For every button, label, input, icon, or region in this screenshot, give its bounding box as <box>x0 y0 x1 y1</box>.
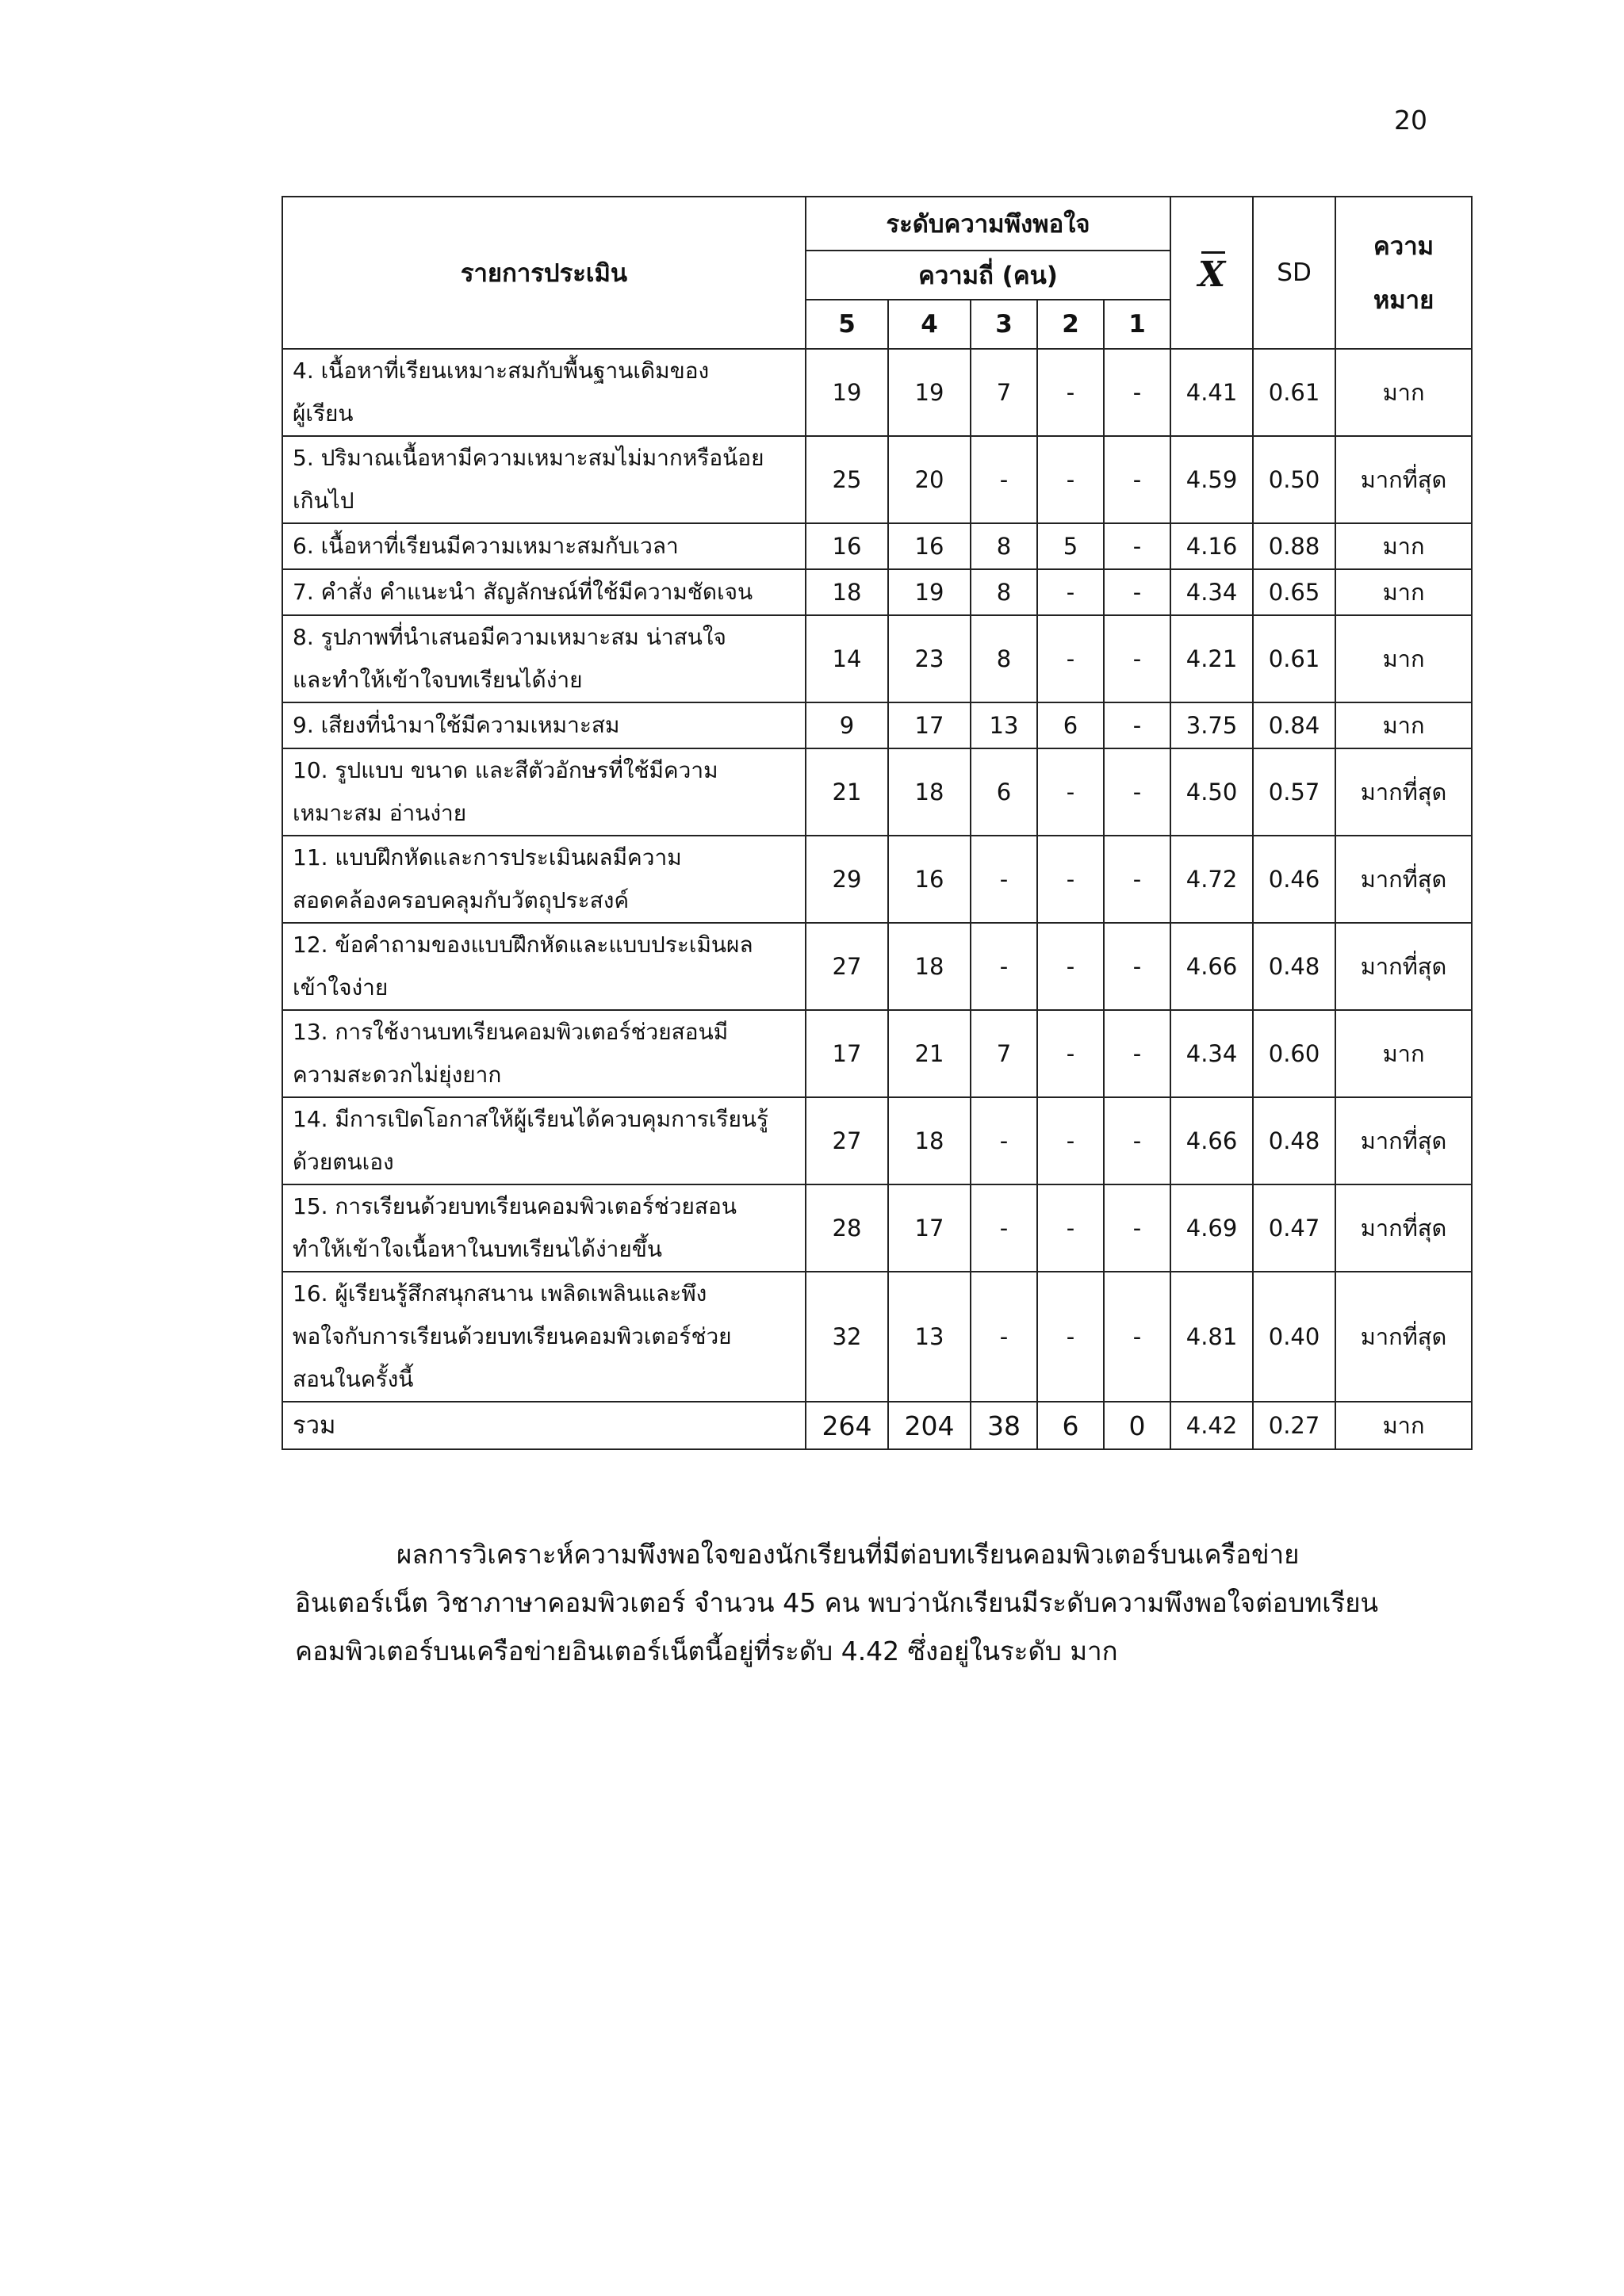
row-count: 17 <box>888 1184 971 1272</box>
row-item-line: 9. เสียงที่นำมาใช้มีความเหมาะสม <box>293 712 620 738</box>
row-sd: 0.50 <box>1253 436 1335 523</box>
total-count: 0 <box>1104 1402 1170 1449</box>
row-meaning: มากที่สุด <box>1335 1272 1472 1402</box>
row-item-line: 7. คำสั่ง คำแนะนำ สัญลักษณ์ที่ใช้มีความชัดเจน <box>293 579 753 605</box>
row-sd: 0.61 <box>1253 349 1335 436</box>
total-count: 204 <box>888 1402 971 1449</box>
row-sd: 0.46 <box>1253 836 1335 923</box>
row-sd: 0.65 <box>1253 569 1335 615</box>
row-count: - <box>1104 436 1170 523</box>
row-count: 18 <box>888 748 971 836</box>
header-level: 2 <box>1037 300 1104 349</box>
header-level: 4 <box>888 300 971 349</box>
row-count: 16 <box>806 523 888 569</box>
row-mean: 4.59 <box>1170 436 1253 523</box>
row-mean: 4.41 <box>1170 349 1253 436</box>
total-meaning: มาก <box>1335 1402 1472 1449</box>
row-count: 8 <box>971 569 1037 615</box>
row-count: 9 <box>806 702 888 748</box>
row-count: 29 <box>806 836 888 923</box>
row-meaning: มาก <box>1335 523 1472 569</box>
row-count: - <box>971 436 1037 523</box>
row-count: 19 <box>888 569 971 615</box>
header-item: รายการประเมิน <box>282 197 806 349</box>
row-item-line: เข้าใจง่าย <box>293 974 389 1001</box>
table-row <box>282 748 1472 836</box>
row-count: - <box>1104 923 1170 1010</box>
row-count: - <box>971 1272 1037 1402</box>
row-count: 21 <box>888 1010 971 1097</box>
row-item-line: ความสะดวกไม่ยุ่งยาก <box>293 1062 502 1088</box>
row-mean: 4.69 <box>1170 1184 1253 1272</box>
table-row <box>282 923 1472 1010</box>
row-item <box>282 1272 806 1402</box>
total-count: 264 <box>806 1402 888 1449</box>
row-item <box>282 1184 806 1272</box>
header-level: 1 <box>1104 300 1170 349</box>
total-count: 38 <box>971 1402 1037 1449</box>
row-sd: 0.88 <box>1253 523 1335 569</box>
table-row <box>282 1272 1472 1402</box>
row-item-line: พอใจกับการเรียนด้วยบทเรียนคอมพิวเตอร์ช่วย <box>293 1323 732 1349</box>
row-count: - <box>1037 349 1104 436</box>
header-meaning-line1: ความ <box>1373 232 1434 261</box>
row-count: 14 <box>806 615 888 702</box>
row-mean: 4.21 <box>1170 615 1253 702</box>
row-meaning: มาก <box>1335 702 1472 748</box>
row-count: 27 <box>806 1097 888 1184</box>
table-row <box>282 1184 1472 1272</box>
mean-symbol: X <box>1198 251 1225 295</box>
row-count: 19 <box>806 349 888 436</box>
paragraph-line: คอมพิวเตอร์บนเครือข่ายอินเตอร์เน็ตนี้อยู่ที่ระดับ 4.42 ซึ่งอยู่ในระดับ มาก <box>295 1636 1118 1667</box>
row-count: - <box>971 1184 1037 1272</box>
row-count: 13 <box>971 702 1037 748</box>
row-sd: 0.60 <box>1253 1010 1335 1097</box>
row-count: - <box>1037 569 1104 615</box>
row-count: 16 <box>888 836 971 923</box>
table-row <box>282 615 1472 702</box>
row-meaning: มากที่สุด <box>1335 923 1472 1010</box>
row-count: - <box>1104 1010 1170 1097</box>
row-sd: 0.84 <box>1253 702 1335 748</box>
row-item-line: 11. แบบฝึกหัดและการประเมินผลมีความ <box>293 844 682 871</box>
row-count: - <box>971 836 1037 923</box>
row-count: 8 <box>971 523 1037 569</box>
row-item-line: 4. เนื้อหาที่เรียนเหมาะสมกับพื้นฐานเดิมของ <box>293 358 710 384</box>
row-item <box>282 349 806 436</box>
row-meaning: มากที่สุด <box>1335 836 1472 923</box>
row-meaning: มากที่สุด <box>1335 436 1472 523</box>
table-row <box>282 349 1472 436</box>
row-count: 18 <box>888 1097 971 1184</box>
row-item-line: สอนในครั้งนี้ <box>293 1366 414 1392</box>
row-count: - <box>1037 748 1104 836</box>
row-count: 18 <box>806 569 888 615</box>
page-number: 20 <box>1394 105 1427 136</box>
table-row <box>282 702 1472 748</box>
row-count: 8 <box>971 615 1037 702</box>
row-count: - <box>1104 702 1170 748</box>
row-count: 7 <box>971 349 1037 436</box>
paragraph-line: ผลการวิเคราะห์ความพึงพอใจของนักเรียนที่มีต่อบทเรียนคอมพิวเตอร์บนเครือข่าย <box>396 1539 1300 1570</box>
row-item-line: 14. มีการเปิดโอกาสให้ผู้เรียนได้ควบคุมการเรียนรู้ <box>293 1106 769 1132</box>
row-item <box>282 923 806 1010</box>
header-meaning <box>1335 197 1472 349</box>
row-item-line: สอดคล้องครอบคลุมกับวัตถุประสงค์ <box>293 887 630 913</box>
table-row <box>282 1010 1472 1097</box>
row-count: 32 <box>806 1272 888 1402</box>
row-item <box>282 569 806 615</box>
row-item-line: 15. การเรียนด้วยบทเรียนคอมพิวเตอร์ช่วยสอน <box>293 1193 737 1219</box>
row-item-line: 6. เนื้อหาที่เรียนมีความเหมาะสมกับเวลา <box>293 533 679 559</box>
row-count: 6 <box>971 748 1037 836</box>
row-item-line: และทำให้เข้าใจบทเรียนได้ง่าย <box>293 667 583 693</box>
row-mean: 3.75 <box>1170 702 1253 748</box>
paragraph-line: อินเตอร์เน็ต วิชาภาษาคอมพิวเตอร์ จำนวน 45 คน พบว่านักเรียนมีระดับความพึงพอใจต่อบทเรียน <box>295 1587 1379 1618</box>
header-sd: SD <box>1253 197 1335 349</box>
row-count: - <box>1037 436 1104 523</box>
row-meaning: มากที่สุด <box>1335 1184 1472 1272</box>
row-count: - <box>971 1097 1037 1184</box>
row-item-line: 5. ปริมาณเนื้อหามีความเหมาะสมไม่มากหรือน้อย <box>293 445 764 471</box>
row-count: 13 <box>888 1272 971 1402</box>
row-item <box>282 748 806 836</box>
table-row <box>282 523 1472 569</box>
header-level: 3 <box>971 300 1037 349</box>
row-count: 28 <box>806 1184 888 1272</box>
header-meaning-line2: หมาย <box>1373 286 1434 315</box>
row-count: 18 <box>888 923 971 1010</box>
row-count: - <box>1104 569 1170 615</box>
row-mean: 4.34 <box>1170 569 1253 615</box>
table-body <box>282 349 1472 1449</box>
row-count: 7 <box>971 1010 1037 1097</box>
table-row <box>282 436 1472 523</box>
row-count: 17 <box>806 1010 888 1097</box>
row-count: - <box>1037 923 1104 1010</box>
row-item-line: เหมาะสม อ่านง่าย <box>293 800 467 826</box>
table-row <box>282 1097 1472 1184</box>
row-item-line: ทำให้เข้าใจเนื้อหาในบทเรียนได้ง่ายขึ้น <box>293 1236 663 1262</box>
row-item-line: 16. ผู้เรียนรู้สึกสนุกสนาน เพลิดเพลินและพึง <box>293 1280 707 1307</box>
row-mean: 4.16 <box>1170 523 1253 569</box>
total-sd: 0.27 <box>1253 1402 1335 1449</box>
row-sd: 0.61 <box>1253 615 1335 702</box>
table-header <box>282 197 1472 349</box>
row-item-line: 10. รูปแบบ ขนาด และสีตัวอักษรที่ใช้มีความ <box>293 757 718 783</box>
total-mean: 4.42 <box>1170 1402 1253 1449</box>
row-count: - <box>971 923 1037 1010</box>
row-count: 20 <box>888 436 971 523</box>
table-row <box>282 836 1472 923</box>
summary-paragraph <box>295 1530 1443 1675</box>
row-meaning: มาก <box>1335 1010 1472 1097</box>
header-frequency: ความถี่ (คน) <box>806 251 1170 300</box>
row-count: - <box>1037 1184 1104 1272</box>
row-count: 5 <box>1037 523 1104 569</box>
row-count: 25 <box>806 436 888 523</box>
row-item <box>282 836 806 923</box>
row-count: 23 <box>888 615 971 702</box>
row-mean: 4.50 <box>1170 748 1253 836</box>
row-meaning: มากที่สุด <box>1335 748 1472 836</box>
header-level: 5 <box>806 300 888 349</box>
row-count: - <box>1037 1010 1104 1097</box>
row-sd: 0.47 <box>1253 1184 1335 1272</box>
row-item-line: 8. รูปภาพที่นำเสนอมีความเหมาะสม น่าสนใจ <box>293 624 726 650</box>
row-item <box>282 615 806 702</box>
header-mean <box>1170 197 1253 349</box>
row-count: 27 <box>806 923 888 1010</box>
row-meaning: มาก <box>1335 569 1472 615</box>
row-mean: 4.66 <box>1170 923 1253 1010</box>
row-count: 21 <box>806 748 888 836</box>
row-mean: 4.81 <box>1170 1272 1253 1402</box>
row-count: - <box>1037 836 1104 923</box>
row-count: - <box>1104 748 1170 836</box>
row-meaning: มาก <box>1335 615 1472 702</box>
row-item <box>282 1097 806 1184</box>
header-satisfaction-level: ระดับความพึงพอใจ <box>806 197 1170 251</box>
row-sd: 0.57 <box>1253 748 1335 836</box>
row-count: - <box>1104 523 1170 569</box>
satisfaction-table <box>282 196 1473 1450</box>
row-count: - <box>1104 349 1170 436</box>
row-item <box>282 1010 806 1097</box>
row-mean: 4.66 <box>1170 1097 1253 1184</box>
row-item <box>282 523 806 569</box>
row-item-line: ด้วยตนเอง <box>293 1149 394 1175</box>
total-row <box>282 1402 1472 1449</box>
row-count: - <box>1104 836 1170 923</box>
row-item <box>282 436 806 523</box>
row-sd: 0.48 <box>1253 1097 1335 1184</box>
total-label: รวม <box>282 1402 806 1449</box>
row-item-line: 13. การใช้งานบทเรียนคอมพิวเตอร์ช่วยสอนมี <box>293 1019 729 1045</box>
row-count: - <box>1104 615 1170 702</box>
row-meaning: มากที่สุด <box>1335 1097 1472 1184</box>
row-item-line: 12. ข้อคำถามของแบบฝึกหัดและแบบประเมินผล <box>293 932 753 958</box>
row-sd: 0.48 <box>1253 923 1335 1010</box>
row-item-line: ผู้เรียน <box>293 400 354 427</box>
row-count: - <box>1104 1272 1170 1402</box>
row-item-line: เกินไป <box>293 488 354 514</box>
row-item <box>282 702 806 748</box>
total-count: 6 <box>1037 1402 1104 1449</box>
row-count: 6 <box>1037 702 1104 748</box>
row-sd: 0.40 <box>1253 1272 1335 1402</box>
row-count: - <box>1104 1184 1170 1272</box>
row-mean: 4.34 <box>1170 1010 1253 1097</box>
row-meaning: มาก <box>1335 349 1472 436</box>
row-count: - <box>1104 1097 1170 1184</box>
row-count: - <box>1037 615 1104 702</box>
row-count: - <box>1037 1097 1104 1184</box>
row-mean: 4.72 <box>1170 836 1253 923</box>
table-row <box>282 569 1472 615</box>
row-count: 19 <box>888 349 971 436</box>
row-count: - <box>1037 1272 1104 1402</box>
row-count: 17 <box>888 702 971 748</box>
row-count: 16 <box>888 523 971 569</box>
